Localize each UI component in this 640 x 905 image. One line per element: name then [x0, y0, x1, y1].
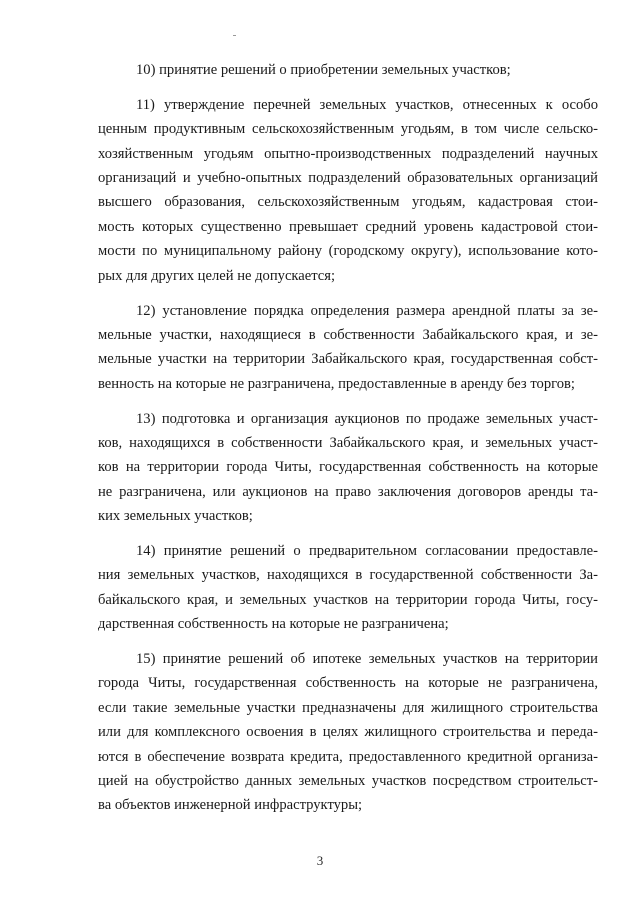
text-line: мости по муниципальному району (городскому округу), использование кото- [98, 243, 598, 260]
text-line: 14) принятие решений о предварительном согласовании предоставле- [136, 543, 598, 560]
text-line: ются в обеспечение возврата кредита, предоставленного кредитной организа- [98, 748, 598, 765]
paragraph [98, 58, 598, 82]
text-line: 11) утверждение перечней земельных участков, отнесенных к особо [136, 96, 598, 113]
text-line: ния земельных участков, находящихся в государственной собственности За- [98, 567, 598, 584]
paragraph [98, 93, 598, 288]
text-line: байкальского края, и земельных участков на территории города Читы, госу- [98, 591, 598, 608]
text-line: ков на территории города Читы, государственная собственность на которые [98, 459, 598, 476]
text-line: 13) подготовка и организация аукционов по продаже земельных участ- [136, 410, 598, 427]
text-line: высшего образования, сельскохозяйственным угодьям, кадастровая стои- [98, 194, 598, 211]
text-line: города Читы, государственная собственность на которые не разграничена, [98, 675, 598, 692]
text-line: ва объектов инженерной инфраструктуры; [98, 797, 363, 814]
text-line: хозяйственным угодьям опытно-производственных подразделений научных [98, 145, 598, 162]
text-line: ков, находящихся в собственности Забайкальского края, и земельных участ- [98, 434, 598, 451]
text-line: 12) установление порядка определения размера арендной платы за зе- [136, 302, 598, 319]
document-body [98, 58, 598, 818]
text-line: венность на которые не разграничена, предоставленные в аренду без торгов; [98, 375, 575, 392]
text-line: если такие земельные участки предназначены для жилищного строительства [98, 699, 598, 716]
text-line: 15) принятие решений об ипотеке земельных участков на территории [136, 651, 598, 668]
text-line: мельные участки, находящиеся в собственности Забайкальского края, и зе- [98, 326, 598, 343]
text-line: ких земельных участков; [98, 508, 253, 525]
text-line: 10) принятие решений о приобретении земельных участков; [136, 62, 511, 78]
page-number: 3 [316, 853, 324, 868]
text-line: дарственная собственность на которые не разграничена; [98, 616, 449, 633]
text-line: цией на обустройство данных земельных участков посредством строительст- [98, 773, 598, 790]
paragraph [98, 407, 598, 529]
paragraph [98, 647, 598, 818]
text-line: мость которых существенно превышает средний уровень кадастровой стои- [98, 218, 598, 235]
paragraph [98, 299, 598, 397]
text-line: организаций и учебно-опытных подразделений образовательных организаций [98, 170, 598, 187]
text-line: не разграничена, или аукционов на право заключения договоров аренды та- [98, 483, 598, 500]
text-line: рых для других целей не допускается; [98, 267, 336, 284]
paragraph [98, 539, 598, 637]
scan-mark [233, 35, 236, 36]
text-line: мельные участки на территории Забайкальского края, государственная собст- [98, 351, 598, 368]
text-line: или для комплексного освоения в целях жилищного строительства и переда- [98, 724, 598, 741]
text-line: ценным продуктивным сельскохозяйственным угодьям, в том числе сельско- [98, 121, 598, 138]
